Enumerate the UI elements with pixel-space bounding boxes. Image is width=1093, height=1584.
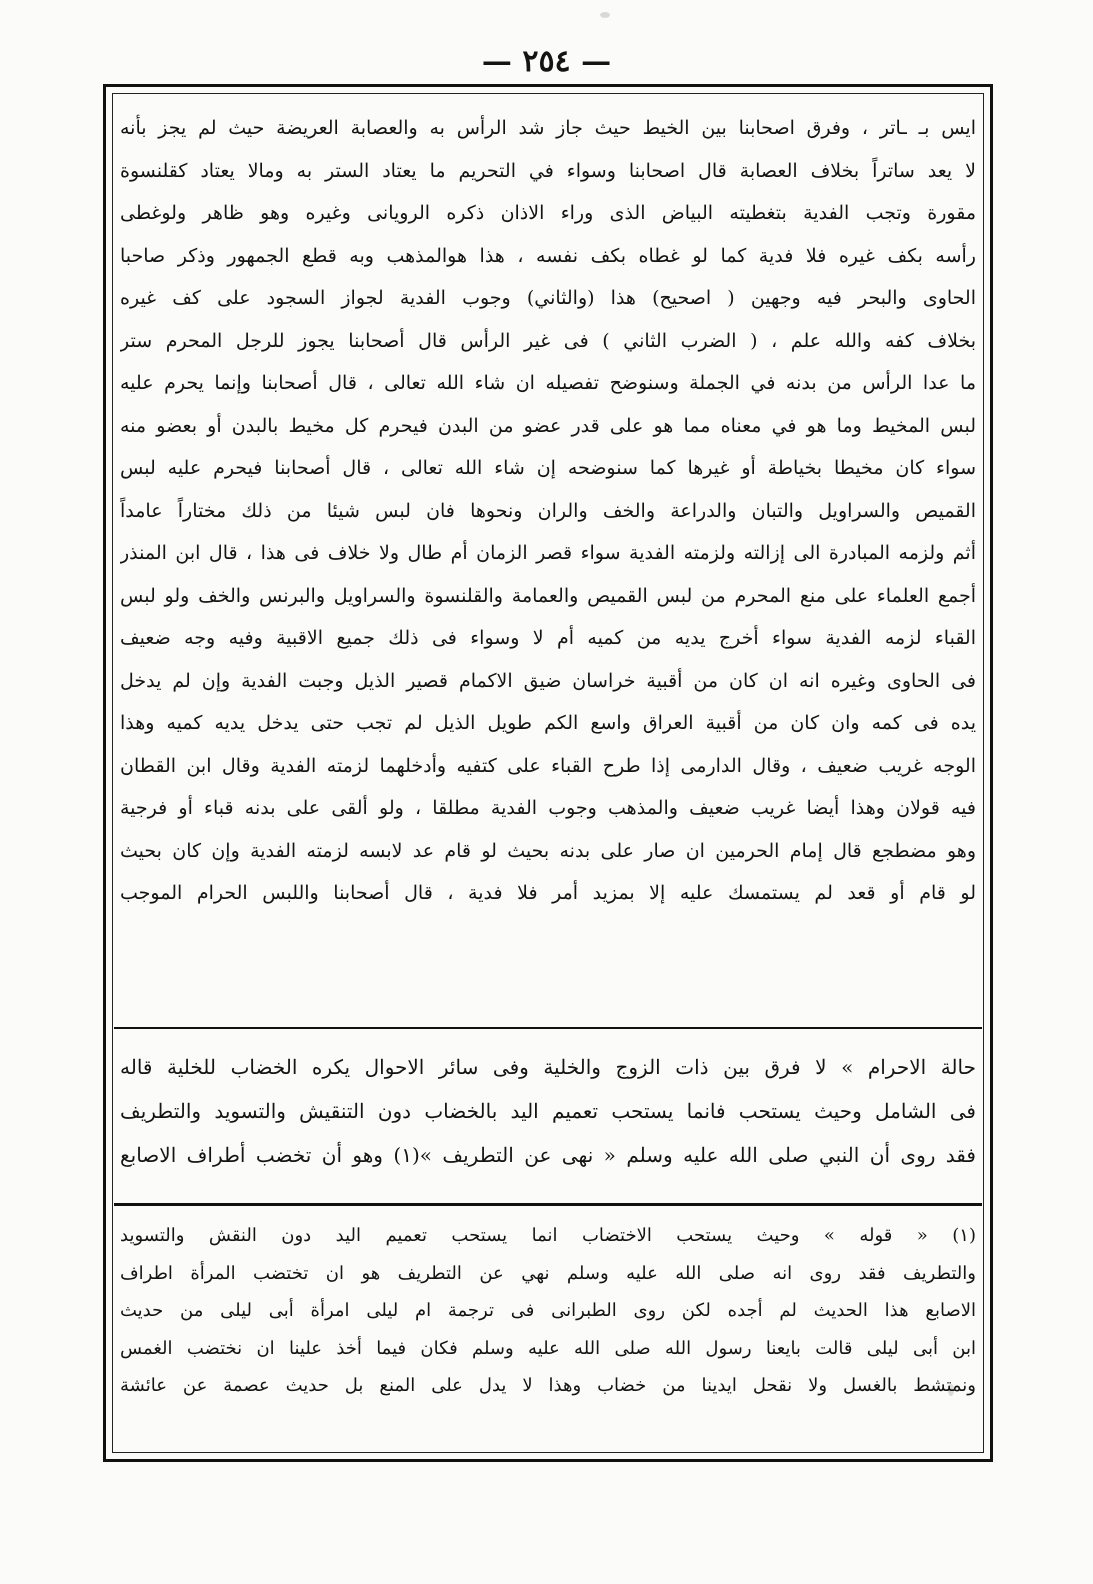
main-text-line: أجمع العلماء على منع المحرم من لبس القميص والعمامة والقلنسوة والسراويل والبرنس والخف ولو لبس [120, 584, 976, 607]
main-text-line: ايس بـ ـاتر ، وفرق اصحابنا بين الخيط حيث جاز شد الرأس به والعصابة العريضة حيث لم يجز بأنه [120, 117, 976, 139]
footnote-text [120, 1217, 976, 1405]
main-text-line: وهو مضطجع قال إمام الحرمين ان صار على بدنه بحيث لو قام عد لابسه لزمته الفدية وإن كان بحيث [120, 839, 976, 862]
main-text-line: لا يعد ساتراً بخلاف العصابة قال اصحابنا وسواء في التحريم ما يعتاد الستر به ومالا يعتاد كقلنسوة [120, 159, 976, 182]
section-divider [114, 1027, 982, 1029]
main-text-line: فيه قولان وهذا أيضا غريب ضعيف والمذهب وجوب الفدية مطلقا ، ولو ألقى على بدنه قباء أو فرجية [120, 797, 976, 819]
footnote-divider [114, 1203, 982, 1206]
main-text-line: بخلاف كفه والله علم ، ( الضرب الثاني ) فى غير الرأس قال أصحابنا يجوز للرجل المحرم ستر [120, 329, 976, 352]
main-text-line: لبس المخيط وما هو في معناه مما هو على قدر عضو من البدن فيحرم كل مخيط بالبدن أو بعضو منه [120, 414, 976, 437]
main-text-line: الحاوى والبحر فيه وجهين ( اصحيح) هذا (والثاني) وجوب الفدية لجواز السجود على كف غيره [120, 287, 976, 309]
main-text-line: أثم ولزمه المبادرة الى إزالته ولزمته الفدية سواء قصر الزمان أم طال ولا خلاف فى هذا ، قال ابن المنذر [120, 542, 976, 564]
main-text [120, 107, 976, 915]
footnote-line: الاصابع هذا الحديث لم أجده لكن روى الطبرانى فى ترجمة ام ليلى امرأة أبى ليلى من حديث [120, 1300, 976, 1321]
main-text-line: فى الحاوى وغيره انه ان كان من أقبية خراسان ضيق الاكمام قصير الذيل وجبت الفدية وإن لم يدخل [120, 669, 976, 692]
commentary-line: فى الشامل وحيث يستحب فانما يستحب تعميم اليد بالخضاب دون التنقيش والتسويد والتطريف [120, 1099, 976, 1123]
main-text-line: يده فى كمه وان كان من أقبية العراق واسع الكم طويل الذيل لم تجب حتى يدخل يديه كميه وهذا [120, 712, 976, 734]
main-text-line: القميص والسراويل والتبان والدراعة والخف والران ونحوها فان لبس شيئا من ذلك مختاراً عامداً [120, 499, 976, 522]
commentary-text [120, 1045, 976, 1177]
ink-speck [600, 12, 610, 18]
main-text-line: ما عدا الرأس من بدنه في الجملة وسنوضح تفصيله ان شاء الله تعالى ، قال أصحابنا وإنما يحرم عليه [120, 372, 976, 394]
commentary-line: فقد روى أن النبي صلى الله عليه وسلم « نهى عن التطريف »(١) وهو أن تخضب أطراف الاصابع [120, 1143, 976, 1167]
footnote-line: والتطريف فقد روى انه صلى الله عليه وسلم نهي عن التطريف هو ان تختضب المرأة اطراف [120, 1262, 976, 1284]
main-text-line: مقورة وتجب الفدية بتغطيته البياض الذى وراء الاذان ذكره الرويانى وغيره وهو ظاهر ولوغطى [120, 202, 976, 224]
page-number: — ٢٥٤ — [481, 44, 612, 79]
main-text-line: القباء لزمه الفدية سواء أخرج يديه من كميه أم لا وسواء فى ذلك جميع الاقبية وفيه وجه ضعيف [120, 627, 976, 649]
main-text-line: الوجه غريب ضعيف ، وقال الدارمى إذا طرح القباء على كتفيه وأدخلهما لزمته الفدية وقال ابن القطان [120, 754, 976, 777]
main-text-line: لو قام أو قعد لم يستمسك عليه إلا بمزيد أمر فلا فدية ، قال أصحابنا واللبس الحرام الموجب [120, 882, 976, 904]
main-text-line: سواء كان مخيطا بخياطة أو غيرها كما سنوضحه إن شاء الله تعالى ، قال أصحابنا فيحرم عليه لبس [120, 457, 976, 479]
footnote-line: ابن أبى ليلى قالت بايعنا رسول الله صلى الله عليه وسلم فكان فيما أخذ علينا ان نختضب الغمس [120, 1337, 976, 1359]
footnote-line: ونمتشط بالغسل ولا نقحل ايدينا من خضاب وهذا لا يدل على المنع بل حديث عصمة عن عائشة [120, 1375, 976, 1396]
main-text-line: رأسه بكف غيره فلا فدية كما لو غطاه بكف نفسه ، هذا هوالمذهب وبه قطع الجمهور وذكر صاحبا [120, 244, 976, 267]
commentary-line: حالة الاحرام » لا فرق بين ذات الزوج والخلية وفى سائر الاحوال يكره الخضاب للخلية قاله [120, 1055, 976, 1079]
page-frame [103, 84, 993, 1462]
footnote-line: (١) « قوله » وحيث يستحب الاختضاب انما يستحب تعميم اليد دون النقش والتسويد [120, 1225, 976, 1246]
